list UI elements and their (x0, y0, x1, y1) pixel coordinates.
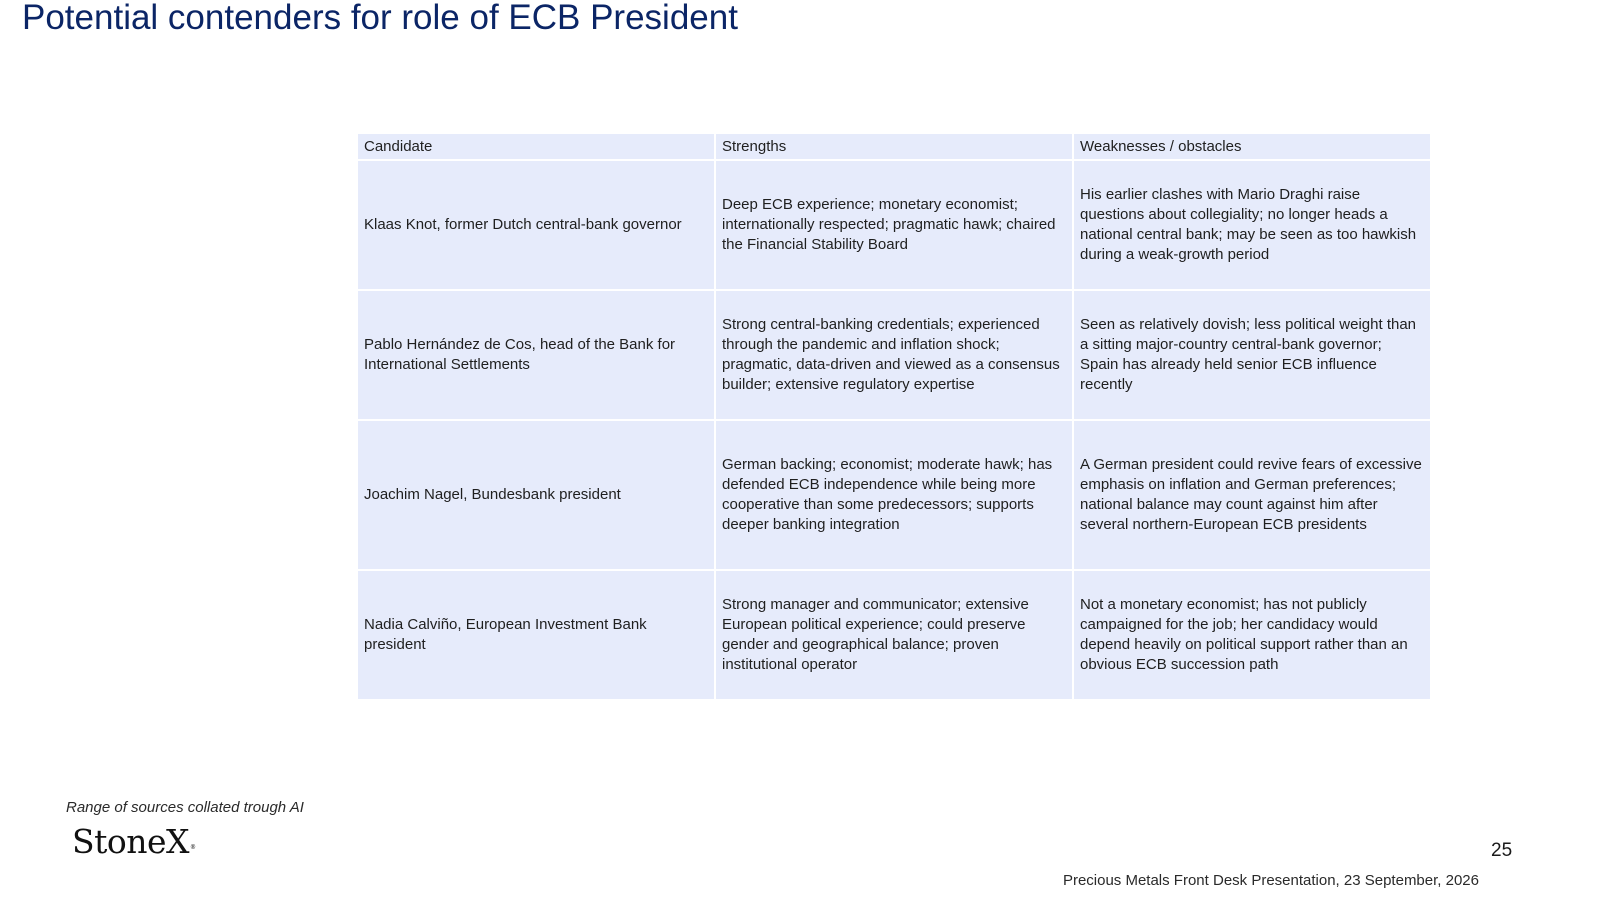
cell-candidate: Pablo Hernández de Cos, head of the Bank for International Settlements (357, 290, 715, 420)
contenders-table (356, 132, 1432, 701)
cell-strengths: Strong manager and communicator; extensive European political experience; could preserve gender and geographical balance; proven institutional operator (715, 570, 1073, 700)
table-row (357, 570, 1431, 700)
table-row (357, 160, 1431, 290)
cell-candidate: Klaas Knot, former Dutch central-bank governor (357, 160, 715, 290)
table-header-row (357, 133, 1431, 160)
cell-candidate: Nadia Calviño, European Investment Bank president (357, 570, 715, 700)
header-strengths: Strengths (715, 133, 1073, 160)
cell-strengths: Strong central-banking credentials; experienced through the pandemic and inflation shock; pragmatic, data-driven and viewed as a consensus builder; extensive regulatory expertise (715, 290, 1073, 420)
table-row (357, 290, 1431, 420)
contenders-table-container (356, 132, 1430, 701)
cell-weaknesses: His earlier clashes with Mario Draghi raise questions about collegiality; no longer heads a national central bank; may be seen as too hawkish during a weak-growth period (1073, 160, 1431, 290)
cell-strengths: German backing; economist; moderate hawk; has defended ECB independence while being more cooperative than some predecessors; supports deeper banking integration (715, 420, 1073, 570)
slide-title: Potential contenders for role of ECB President (22, 0, 738, 37)
cell-weaknesses: Seen as relatively dovish; less political weight than a sitting major-country central-bank governor; Spain has already held senior ECB influence recently (1073, 290, 1431, 420)
cell-strengths: Deep ECB experience; monetary economist; internationally respected; pragmatic hawk; chaired the Financial Stability Board (715, 160, 1073, 290)
source-note: Range of sources collated trough AI (66, 799, 304, 816)
header-weaknesses: Weaknesses / obstacles (1073, 133, 1431, 160)
cell-candidate: Joachim Nagel, Bundesbank president (357, 420, 715, 570)
stonex-logo (72, 822, 196, 862)
page-number: 25 (1491, 840, 1513, 861)
header-candidate: Candidate (357, 133, 715, 160)
cell-weaknesses: A German president could revive fears of excessive emphasis on inflation and German preferences; national balance may count against him after several northern-European ECB presidents (1073, 420, 1431, 570)
footer-text: Precious Metals Front Desk Presentation, 23 September, 2026 (1062, 872, 1479, 889)
registered-mark-icon: ® (190, 844, 196, 851)
table-row (357, 420, 1431, 570)
cell-weaknesses: Not a monetary economist; has not publicly campaigned for the job; her candidacy would depend heavily on political support rather than an obvious ECB succession path (1073, 570, 1431, 700)
logo-wordmark: StoneX (72, 822, 190, 861)
